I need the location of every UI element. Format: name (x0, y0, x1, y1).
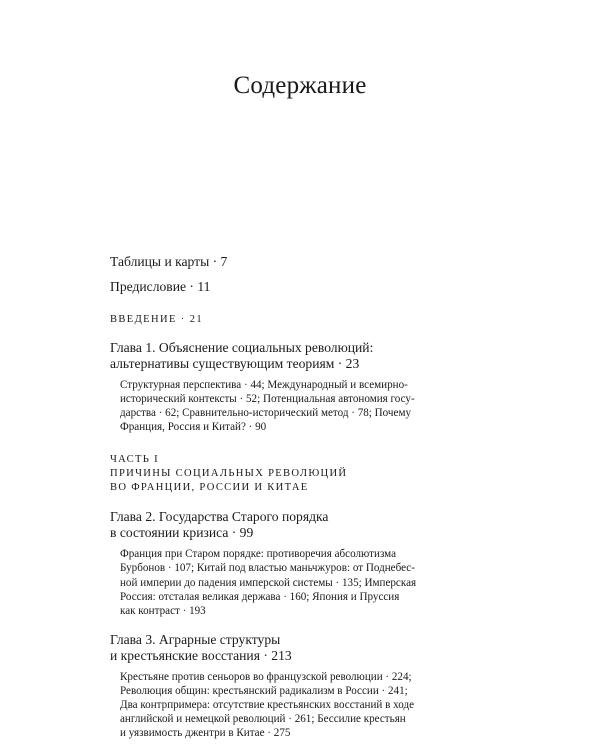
toc-entry-introduction: ВВЕДЕНИЕ · 21 (110, 314, 204, 325)
section-line: и уязвимость джентри в Китае · 275 (120, 727, 291, 740)
part-1-title-line2: ВО ФРАНЦИИ, РОССИИ И КИТАЕ (110, 482, 309, 494)
chapter-3-sections (120, 670, 480, 740)
chapter-2 (110, 509, 520, 617)
introduction-section (110, 313, 520, 434)
section-line: Структурная перспектива · 44; Международный и всемирно- (120, 379, 408, 391)
toc-entry-preface: Предисловие · 11 (110, 279, 211, 294)
chapter-3-title-line1: Глава 3. Аграрные структуры (110, 631, 281, 647)
section-line: как контраст · 193 (120, 604, 206, 617)
section-line: Крестьяне против сеньоров во французской революции · 224; (120, 670, 412, 683)
chapter-1-title-line1: Глава 1. Объяснение социальных революций: (110, 340, 374, 355)
chapter-2-sections (120, 547, 480, 617)
chapter-2-title-line1: Глава 2. Государства Старого порядка (110, 509, 329, 525)
section-line: английской и немецкой революций · 261; Бессилие крестьян (120, 713, 406, 726)
section-line: дарства · 62; Сравнительно-исторический метод · 78; Почему (120, 407, 412, 420)
table-of-contents (110, 254, 520, 740)
section-line: исторический контексты · 52; Потенциальная автономия госу- (120, 393, 415, 406)
section-line: Франция при Старом порядке: противоречия абсолютизма (120, 548, 397, 561)
section-line: Россия: отсталая великая держава · 160; Япония и Пруссия (120, 590, 400, 603)
chapter-3 (110, 632, 520, 740)
chapter-2-title-line2: в состоянии кризиса · 99 (110, 525, 254, 541)
chapter-1-title-line2: альтернативы существующим теориям · 23 (110, 356, 360, 371)
part-1 (110, 453, 520, 740)
section-line: Бурбонов · 107; Китай под властью маньчжуров: от Поднебес- (120, 562, 415, 575)
section-line: Революция общин: крестьянский радикализм в России · 241; (120, 684, 408, 697)
part-1-title-line1: ПРИЧИНЫ СОЦИАЛЬНЫХ РЕВОЛЮЦИЙ (110, 468, 348, 480)
toc-entry-tables-and-maps: Таблицы и карты · 7 (110, 254, 228, 269)
page-title: Содержание (233, 72, 367, 99)
section-line: Два контрпримера: отсутствие крестьянских восстаний в ходе (120, 699, 415, 712)
section-line: Франция, Россия и Китай? · 90 (120, 421, 267, 434)
section-line: ной империи до падения имперской системы · 135; Имперская (120, 576, 417, 589)
chapter-3-title-line2: и крестьянские восстания · 213 (110, 647, 292, 663)
part-1-label: ЧАСТЬ I (110, 454, 159, 466)
chapter-1-sections (120, 378, 480, 434)
chapter-1 (110, 340, 520, 434)
